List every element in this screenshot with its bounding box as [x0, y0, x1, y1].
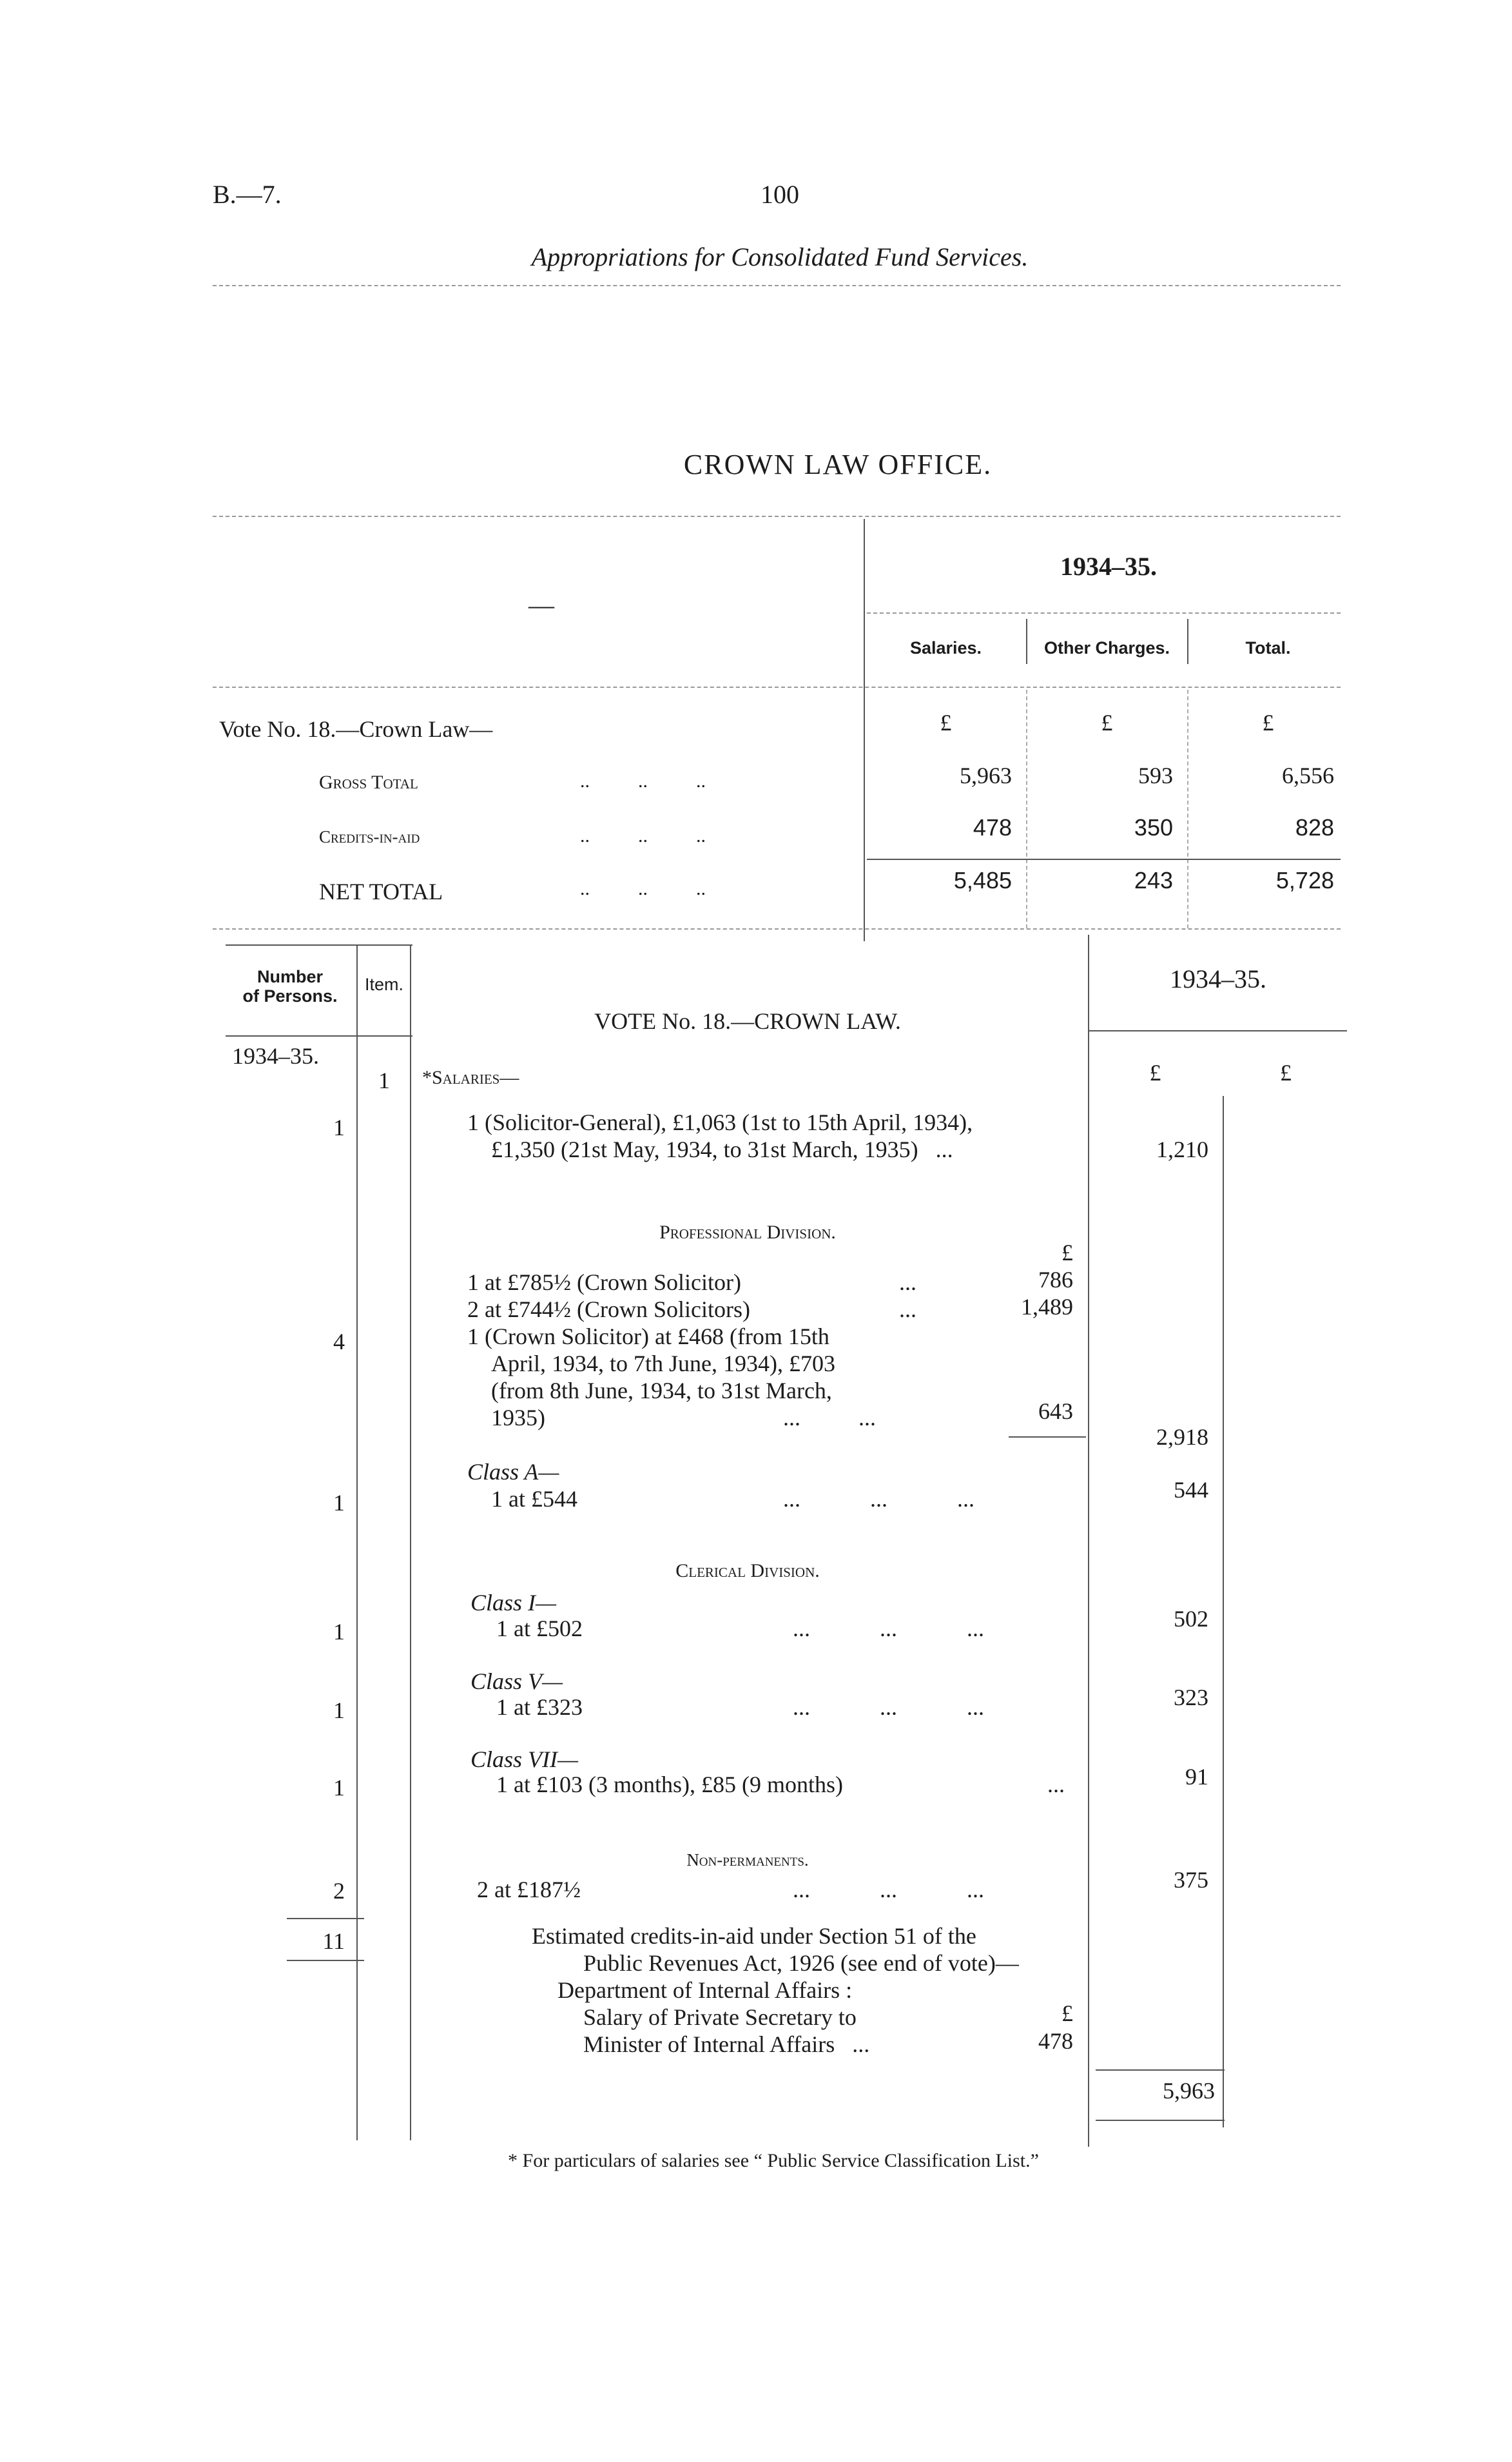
credits-salaries: 478 — [973, 814, 1012, 841]
document-reference: B.—7. — [213, 180, 282, 209]
grand-total: 5,963 — [1163, 2078, 1215, 2104]
section-title: CROWN LAW OFFICE. — [683, 449, 993, 480]
currency-other-charges: £ — [1101, 710, 1113, 736]
credits-note-pound: £ — [1061, 2000, 1073, 2026]
professional-item-amount: 786 — [1038, 1267, 1073, 1293]
gross-other-charges: 593 — [1138, 763, 1173, 788]
persons-count: 1 — [333, 1697, 345, 1723]
clerical-amount: 91 — [1185, 1764, 1208, 1790]
professional-subtotal: 2,918 — [1156, 1424, 1208, 1450]
gross-total: 6,556 — [1282, 763, 1334, 788]
non-permanents-amount: 375 — [1174, 1867, 1208, 1893]
leaders: ... ... ... — [783, 1486, 974, 1512]
detail-year-header: 1934–35. — [1170, 964, 1266, 993]
sg-line-1: 1 (Solicitor-General), £1,063 (1st to 15th April, 1934), — [467, 1109, 973, 1135]
clerical-amount: 323 — [1174, 1685, 1208, 1710]
text-amount-divider — [1088, 935, 1089, 2147]
persons-count: 1 — [333, 1115, 345, 1140]
summary-stub-divider — [864, 519, 865, 941]
vote-title: VOTE No. 18.—CROWN LAW. — [594, 1008, 901, 1034]
col-total-header: Total. — [1245, 638, 1291, 658]
credits-in-aid-label: Credits-in-aid — [319, 827, 420, 846]
footnote: * For particulars of salaries see “ Public Service Classification List.” — [508, 2150, 1039, 2171]
leaders: .. .. .. — [580, 825, 706, 846]
persons-count: 1 — [333, 1490, 345, 1516]
net-total: 5,728 — [1275, 867, 1334, 894]
item-number: 1 — [378, 1068, 390, 1093]
leaders: ... ... ... — [793, 1616, 984, 1641]
clerical-class-label: Class VII— — [470, 1746, 579, 1772]
persons-year: 1934–35. — [232, 1043, 319, 1069]
summary-top-rule — [213, 516, 1341, 517]
net-other-charges: 243 — [1134, 867, 1173, 894]
class-a-amount: 544 — [1174, 1477, 1208, 1503]
credits-note-line: Public Revenues Act, 1926 (see end of vote)— — [583, 1950, 1019, 1976]
persons-count: 1 — [333, 1775, 345, 1801]
leaders: .. .. .. — [580, 878, 706, 899]
sg-amount: 1,210 — [1156, 1137, 1208, 1162]
credits-note-amount: 478 — [1038, 2028, 1073, 2054]
summary-header-rule — [213, 687, 1341, 688]
grand-total-rule — [1096, 2120, 1225, 2121]
professional-long-line: April, 1934, to 7th June, 1934), £703 — [491, 1351, 835, 1376]
col-item-header: Item. — [364, 975, 403, 994]
col-other-charges-header: Other Charges. — [1043, 638, 1170, 658]
summary-col-divider — [1187, 690, 1188, 928]
summary-year-header: 1934–35. — [1060, 552, 1157, 581]
leaders: ... — [1047, 1772, 1065, 1797]
professional-item-text: 1 at £785½ (Crown Solicitor) — [467, 1269, 741, 1295]
gross-salaries: 5,963 — [960, 763, 1012, 788]
credits-note-line: Minister of Internal Affairs ... — [583, 2031, 870, 2057]
clerical-text: 1 at £502 — [496, 1616, 583, 1641]
summary-col-divider — [1026, 619, 1027, 664]
non-permanents-text: 2 at £187½ — [477, 1877, 581, 1902]
credits-note-line: Salary of Private Secretary to — [583, 2004, 857, 2030]
item-text-divider — [410, 944, 411, 2140]
clerical-class-label: Class I— — [470, 1590, 557, 1616]
professional-long-line: 1935) — [491, 1405, 545, 1431]
credits-total: 828 — [1295, 814, 1334, 841]
persons-count: 4 — [333, 1329, 345, 1354]
credits-other-charges: 350 — [1134, 814, 1173, 841]
summary-bottom-rule — [213, 928, 1341, 930]
col-salaries-header: Salaries. — [909, 638, 982, 658]
running-title: Appropriations for Consolidated Fund Services. — [531, 242, 1029, 271]
credits-note-line: Department of Internal Affairs : — [557, 1977, 853, 2003]
page-number: 100 — [761, 180, 799, 209]
professional-long-line: 1 (Crown Solicitor) at £468 (from 15th — [467, 1324, 829, 1349]
header-rule — [213, 285, 1341, 286]
leaders: ... — [899, 1296, 916, 1322]
persons-count: 2 — [333, 1878, 345, 1904]
leaders: ... — [899, 1269, 916, 1295]
leaders: .. .. .. — [580, 770, 706, 792]
summary-col-divider — [1187, 619, 1188, 664]
net-total-label: NET TOTAL — [319, 879, 443, 904]
detail-year-rule — [1089, 1030, 1347, 1031]
vote-label: Vote No. 18.—Crown Law— — [219, 716, 493, 742]
persons-total-rule — [287, 1960, 364, 1961]
amount-col-divider — [1223, 1096, 1224, 2127]
col-persons-header-line: Number — [257, 967, 323, 986]
gross-total-label: Gross Total — [319, 772, 418, 793]
persons-total: 11 — [322, 1928, 345, 1954]
leaders: ... ... — [783, 1405, 876, 1431]
net-total-rule — [867, 859, 1341, 860]
detail-currency-1: £ — [1149, 1060, 1161, 1086]
col-persons-header — [226, 967, 354, 1006]
grand-total-rule — [1096, 2069, 1225, 2071]
professional-long-line: (from 8th June, 1934, to 31st March, — [491, 1378, 832, 1403]
professional-item-text: 2 at £744½ (Crown Solicitors) — [467, 1296, 750, 1322]
class-a-label: Class A— — [467, 1459, 559, 1485]
clerical-division-heading: Clerical Division. — [675, 1560, 820, 1581]
col-persons-header-line: of Persons. — [242, 986, 338, 1006]
clerical-class-label: Class V— — [470, 1668, 563, 1694]
credits-note-line: Estimated credits-in-aid under Section 51 of the — [532, 1923, 976, 1949]
leaders: ... ... ... — [793, 1877, 984, 1902]
detail-header-rule — [226, 1035, 412, 1037]
detail-currency-2: £ — [1280, 1060, 1292, 1086]
summary-stub-dash: — — [528, 591, 554, 620]
professional-division-heading: Professional Division. — [659, 1222, 836, 1243]
summary-col-divider — [1026, 690, 1027, 928]
currency-total: £ — [1262, 710, 1274, 736]
clerical-text: 1 at £323 — [496, 1694, 583, 1720]
professional-long-amount: 643 — [1038, 1398, 1073, 1424]
net-salaries: 5,485 — [953, 867, 1012, 894]
summary-year-rule — [867, 612, 1341, 614]
leaders: ... ... ... — [793, 1694, 984, 1720]
persons-count: 1 — [333, 1619, 345, 1645]
clerical-text: 1 at £103 (3 months), £85 (9 months) — [496, 1772, 843, 1797]
professional-subtotal-rule — [1009, 1436, 1086, 1438]
salaries-heading: *Salaries— — [422, 1067, 519, 1088]
persons-total-rule — [287, 1918, 364, 1919]
non-permanents-heading: Non-permanents. — [686, 1850, 809, 1870]
currency-salaries: £ — [940, 710, 952, 736]
detail-top-rule — [226, 944, 412, 946]
professional-item-amount: 1,489 — [1021, 1294, 1073, 1320]
class-a-text: 1 at £544 — [491, 1486, 577, 1512]
clerical-amount: 502 — [1174, 1606, 1208, 1632]
professional-pound: £ — [1061, 1240, 1073, 1265]
sg-line-2: £1,350 (21st May, 1934, to 31st March, 1935) ... — [491, 1137, 953, 1162]
